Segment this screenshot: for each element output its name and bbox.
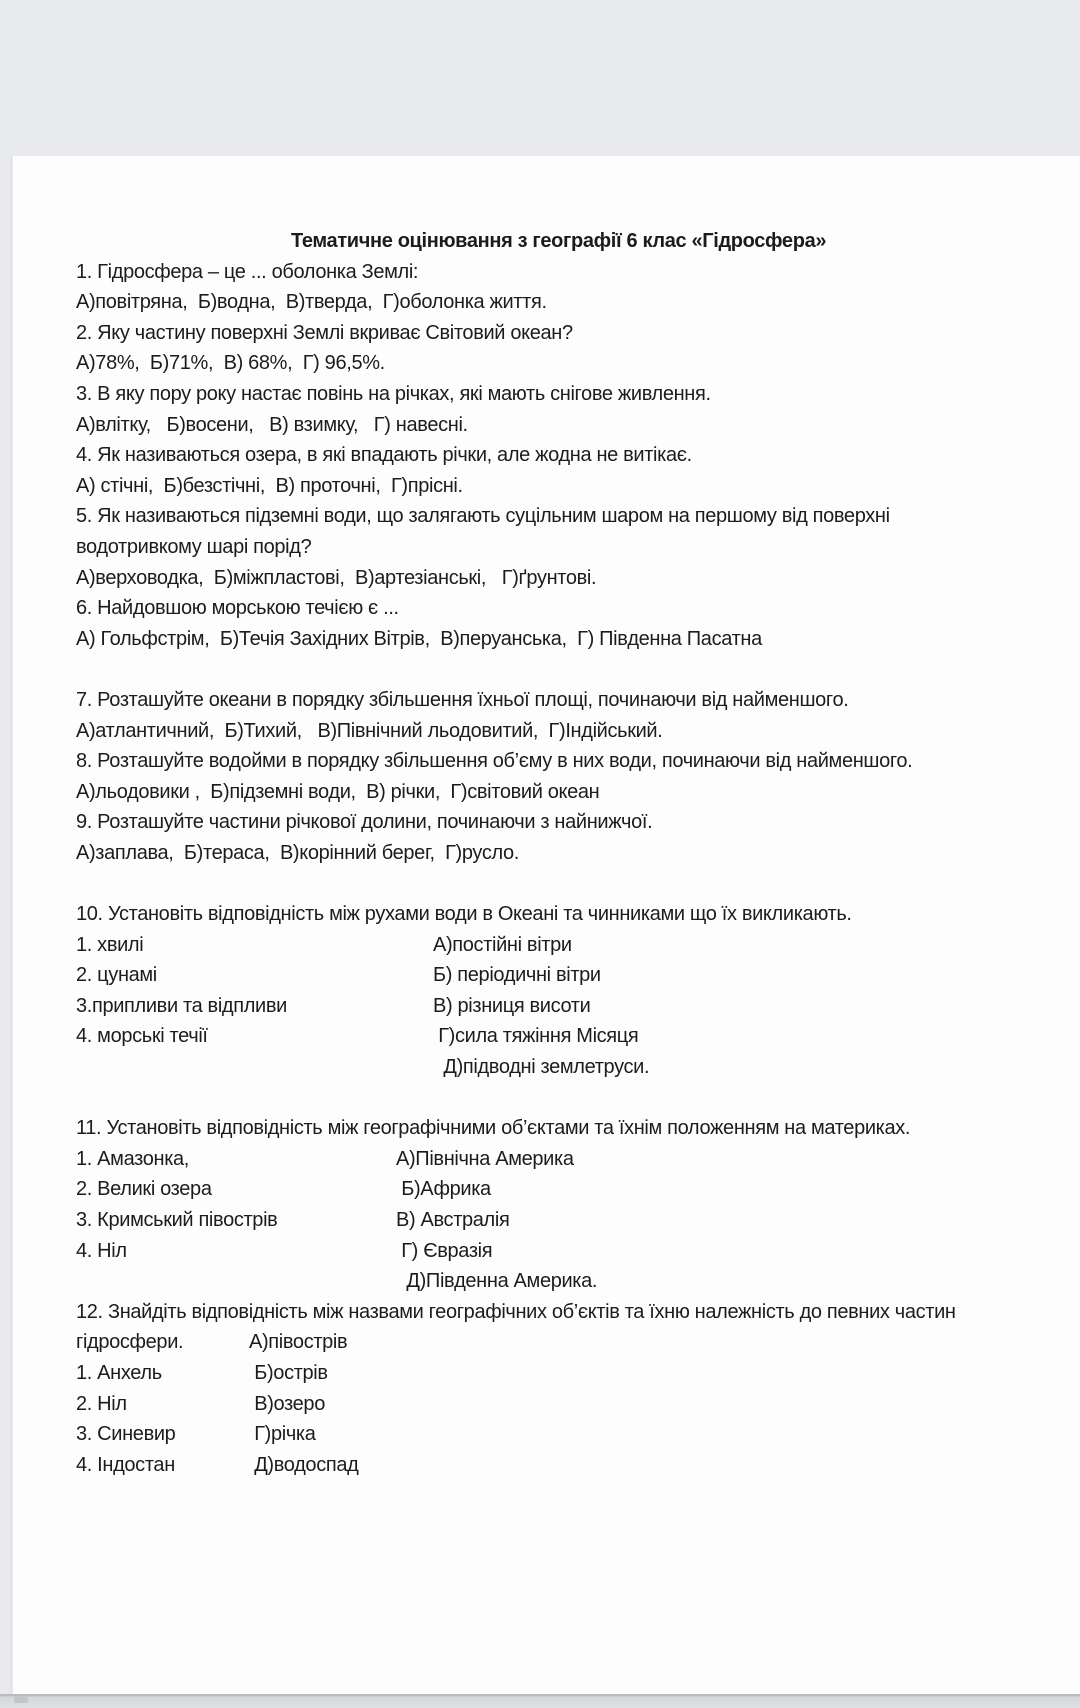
match-row — [76, 1389, 976, 1420]
question-3-text: 3. В яку пору року настає повінь на річках, які мають снігове живлення. — [76, 382, 711, 405]
match-left: 1. хвилі — [76, 933, 144, 956]
match-row — [76, 1174, 976, 1205]
question-10-text: 10. Установіть відповідність між рухами води в Океані та чинниками що їх викликають. — [76, 903, 852, 926]
match-left: 4. Індостан — [76, 1453, 175, 1476]
match-row — [76, 1358, 976, 1389]
match-right: Б) періодичні вітри — [433, 964, 601, 987]
match-left: 4. морські течії — [76, 1025, 208, 1048]
question-5-options: А)верховодка, Б)міжпластові, В)артезіанські, Г)ґрунтові. — [76, 566, 597, 589]
match-row — [76, 960, 976, 991]
question-9-text: 9. Розташуйте частини річкової долини, починаючи з найнижчої. — [76, 811, 653, 834]
match-right: В)озеро — [249, 1392, 325, 1415]
match-left: 1. Анхель — [76, 1361, 162, 1384]
question-11-text: 11. Установіть відповідність між географічними об’єктами та їхнім положенням на материках. — [76, 1117, 911, 1140]
page-corner-shadow — [14, 1696, 28, 1703]
match-left: 2. цунамі — [76, 964, 157, 987]
question-4-text: 4. Як називаються озера, в які впадають річки, але жодна не витікає. — [76, 444, 692, 467]
match-row — [76, 1205, 976, 1236]
match-right: А)Північна Америка — [396, 1147, 574, 1170]
horizontal-scrollbar[interactable] — [0, 1694, 1080, 1708]
match-right: В) різниця висоти — [433, 994, 591, 1017]
match-left: 3.припливи та відпливи — [76, 994, 287, 1017]
question-5-text: 5. Як називаються підземні води, що залягають суцільним шаром на першому від поверхні — [76, 505, 890, 528]
quiz-title: Тематичне оцінювання з географії 6 клас «Гідросфера» — [291, 230, 827, 252]
match-left: 3. Кримський півострів — [76, 1209, 278, 1231]
match-right: В) Австралія — [396, 1209, 510, 1231]
question-1-options: А)повітряна, Б)водна, В)тверда, Г)оболонка життя. — [76, 291, 547, 314]
match-left: 2. Великі озера — [76, 1178, 212, 1201]
match-right: Б)Африка — [396, 1178, 491, 1201]
question-8-text: 8. Розташуйте водойми в порядку збільшення об’єму в них води, починаючи від найменшого. — [76, 750, 913, 773]
match-right: Г)річка — [249, 1423, 316, 1446]
match-left: 4. Ніл — [76, 1239, 127, 1262]
match-right: А)півострів — [249, 1331, 348, 1354]
document-content — [76, 226, 976, 1480]
question-8-options: А)льодовики , Б)підземні води, В) річки, Г)світовий океан — [76, 780, 600, 803]
question-2-text: 2. Яку частину поверхні Землі вкриває Світовий океан? — [76, 321, 573, 344]
match-row — [76, 1144, 976, 1175]
match-right: Д)підводні землетруси. — [433, 1056, 650, 1079]
question-12-text: 12. Знайдіть відповідність між назвами географічних об’єктів та їхню належність до певних частин — [76, 1300, 956, 1323]
match-right: Г) Євразія — [396, 1239, 493, 1262]
match-right: Д)Південна Америка. — [396, 1270, 598, 1293]
match-row — [76, 1419, 976, 1450]
match-left: 3. Синевир — [76, 1423, 176, 1446]
match-right: Б)острів — [249, 1361, 328, 1384]
match-row — [76, 991, 976, 1022]
question-7-options: А)атлантичний, Б)Тихий, В)Північний льодовитий, Г)Індійський. — [76, 719, 663, 742]
match-right: А)постійні вітри — [433, 933, 572, 956]
match-left: 2. Ніл — [76, 1392, 127, 1415]
document-page — [12, 156, 1080, 1695]
match-row — [76, 1327, 976, 1358]
match-row — [76, 1021, 976, 1052]
question-2-options: А)78%, Б)71%, В) 68%, Г) 96,5%. — [76, 352, 385, 375]
match-right: Г)сила тяжіння Місяця — [433, 1025, 639, 1048]
question-6-text: 6. Найдовшою морською течією є ... — [76, 597, 399, 620]
match-left: гідросфери. — [76, 1331, 184, 1354]
question-7-text: 7. Розташуйте океани в порядку збільшення їхньої площі, починаючи від найменшого. — [76, 688, 849, 711]
question-3-options: А)влітку, Б)восени, В) взимку, Г) навесні. — [76, 413, 468, 436]
match-row — [76, 1052, 976, 1083]
match-left: 1. Амазонка, — [76, 1147, 190, 1170]
match-row — [76, 1266, 976, 1297]
match-row — [76, 1450, 976, 1481]
question-9-options: А)заплава, Б)тераса, В)корінний берег, Г)русло. — [76, 841, 520, 864]
question-4-options: А) стічні, Б)безстічні, В) проточні, Г)прісні. — [76, 474, 463, 497]
match-right: Д)водоспад — [249, 1453, 359, 1476]
question-5-text-2: водотривкому шарі порід? — [76, 535, 312, 558]
match-row — [76, 1236, 976, 1267]
question-6-options: А) Гольфстрім, Б)Течія Західних Вітрів, В)перуанська, Г) Південна Пасатна — [76, 627, 762, 650]
question-1-text: 1. Гідросфера – це ... оболонка Землі: — [76, 260, 419, 283]
match-row — [76, 930, 976, 961]
